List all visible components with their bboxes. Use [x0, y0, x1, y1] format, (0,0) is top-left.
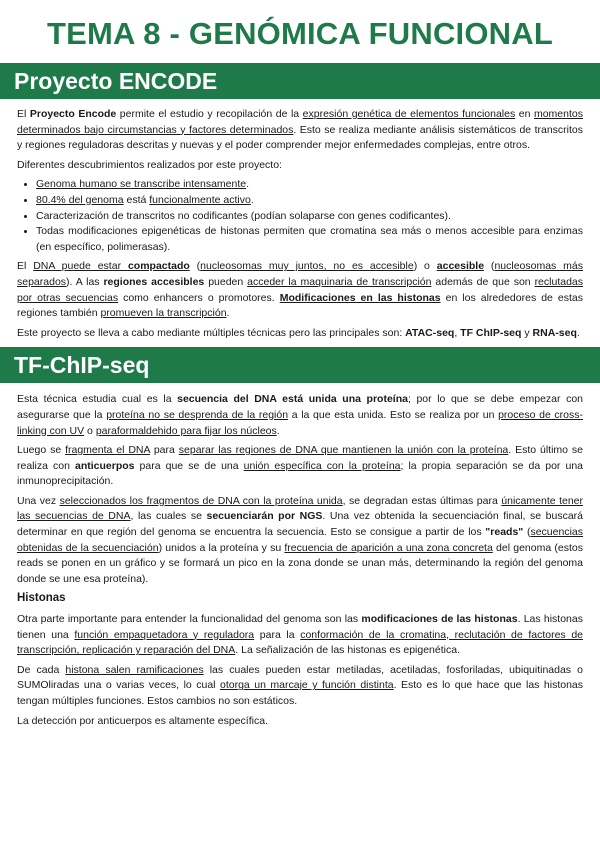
paragraph: La detección por anticuerpos es altamente específica. — [17, 714, 268, 727]
list-item: • 80.4% del genoma está funcionalmente activo. — [36, 193, 583, 209]
paragraph: Este proyecto se lleva a cabo mediante múltiples técnicas pero las principales son: ATAC-seq, TF ChIP-seq y RNA-seq. — [17, 326, 580, 339]
paragraph: Diferentes descubrimientos realizados por este proyecto: — [17, 158, 282, 171]
paragraph: El DNA puede estar compactado (nucleosomas muy juntos, no es accesible) o accesible (nucleosomas más separados). A las regiones accesibles pueden acceder la maquinaria de transcripción además de que son reclutadas por otras secuencias como enhancers o promotores. Modificaciones en las histonas en los alrededores de estas regiones también promueven la transcripción. — [17, 260, 584, 320]
list-item: • Caracterización de transcritos no codificantes (podían solaparse con genes codificantes). — [36, 209, 583, 225]
page-title: TEMA 8 - GENÓMICA FUNCIONAL — [47, 16, 553, 51]
paragraph: Una vez seleccionados los fragmentos de DNA con la proteína unida, se degradan estas últimas para únicamente tener las secuencias de DNA, las cuales se secuenciarán por NGS. Una vez obtenida la secuenciación final, se buscará determinar en que región del genoma se encuentra la secuencia. Esto se consigue a partir de los "reads" (secuencias obtenidas de la secuenciación) unidos a la proteína y su frecuencia de aparición a una zona concreta del genoma (estos reads se ponen en un gráfico y se formará un pico en la zona donde se unan más, determinando la región del genoma donde se une esa proteína). — [17, 494, 584, 585]
paragraph: El Proyecto Encode permite el estudio y recopilación de la expresión genética de elementos funcionales en momentos determinados bajo circumstancias y factores determinados. Esto se realiza mediante análisis sistemáticos de transcritos y regiones reguladoras descritas y nuevas y el poder comprender mejor enfermedades complejas, entre otros. — [17, 108, 583, 152]
section-heading-tf-chip-seq: TF-ChIP-seq — [0, 347, 600, 383]
list-item: • Todas modificaciones epigenéticas de histonas permiten que cromatina sea más o menos accesible para enzimas (en específico, polimerasas). — [36, 224, 583, 255]
subheading-histonas: Histonas — [17, 592, 66, 605]
bullet-list — [17, 177, 583, 255]
section-heading-encode: Proyecto ENCODE — [0, 63, 600, 99]
list-item: • Genoma humano se transcribe intensamente. — [36, 177, 583, 193]
section-chip-body — [0, 383, 600, 729]
paragraph: Luego se fragmenta el DNA para separar las regiones de DNA que mantienen la unión con la proteína. Esto último se realiza con anticuerpos para que se de una unión específica con la proteína; la propia separación se da por una inmunoprecipitación. — [17, 444, 584, 488]
section-encode-body — [0, 99, 600, 341]
paragraph: Otra parte importante para entender la funcionalidad del genoma son las modificaciones de las histonas. Las histonas tienen una función empaquetadora y reguladora para la conformación de la cromatina, reclutación de factores de transcripción, replicación y reparación del DNA. La señalización de las histonas es epigenética. — [17, 613, 583, 657]
paragraph: De cada histona salen ramificaciones las cuales pueden estar metiladas, acetiladas, fosforiladas, ubiquitinadas o SUMOliradas una o varias veces, lo cual otorga un marcaje y función distinta. Esto es lo que hace que las histonas tengan múltiples funciones. Estos cambios no son estáticos. — [17, 663, 584, 707]
paragraph: Esta técnica estudia cual es la secuencia del DNA está unida una proteína; por lo que se debe empezar con asegurarse que la proteína no se desprenda de la región a la que esta unida. Esto se realiza por un proceso de cross-linking con UV o paraformaldehido para fijar los núcleos. — [17, 393, 584, 437]
